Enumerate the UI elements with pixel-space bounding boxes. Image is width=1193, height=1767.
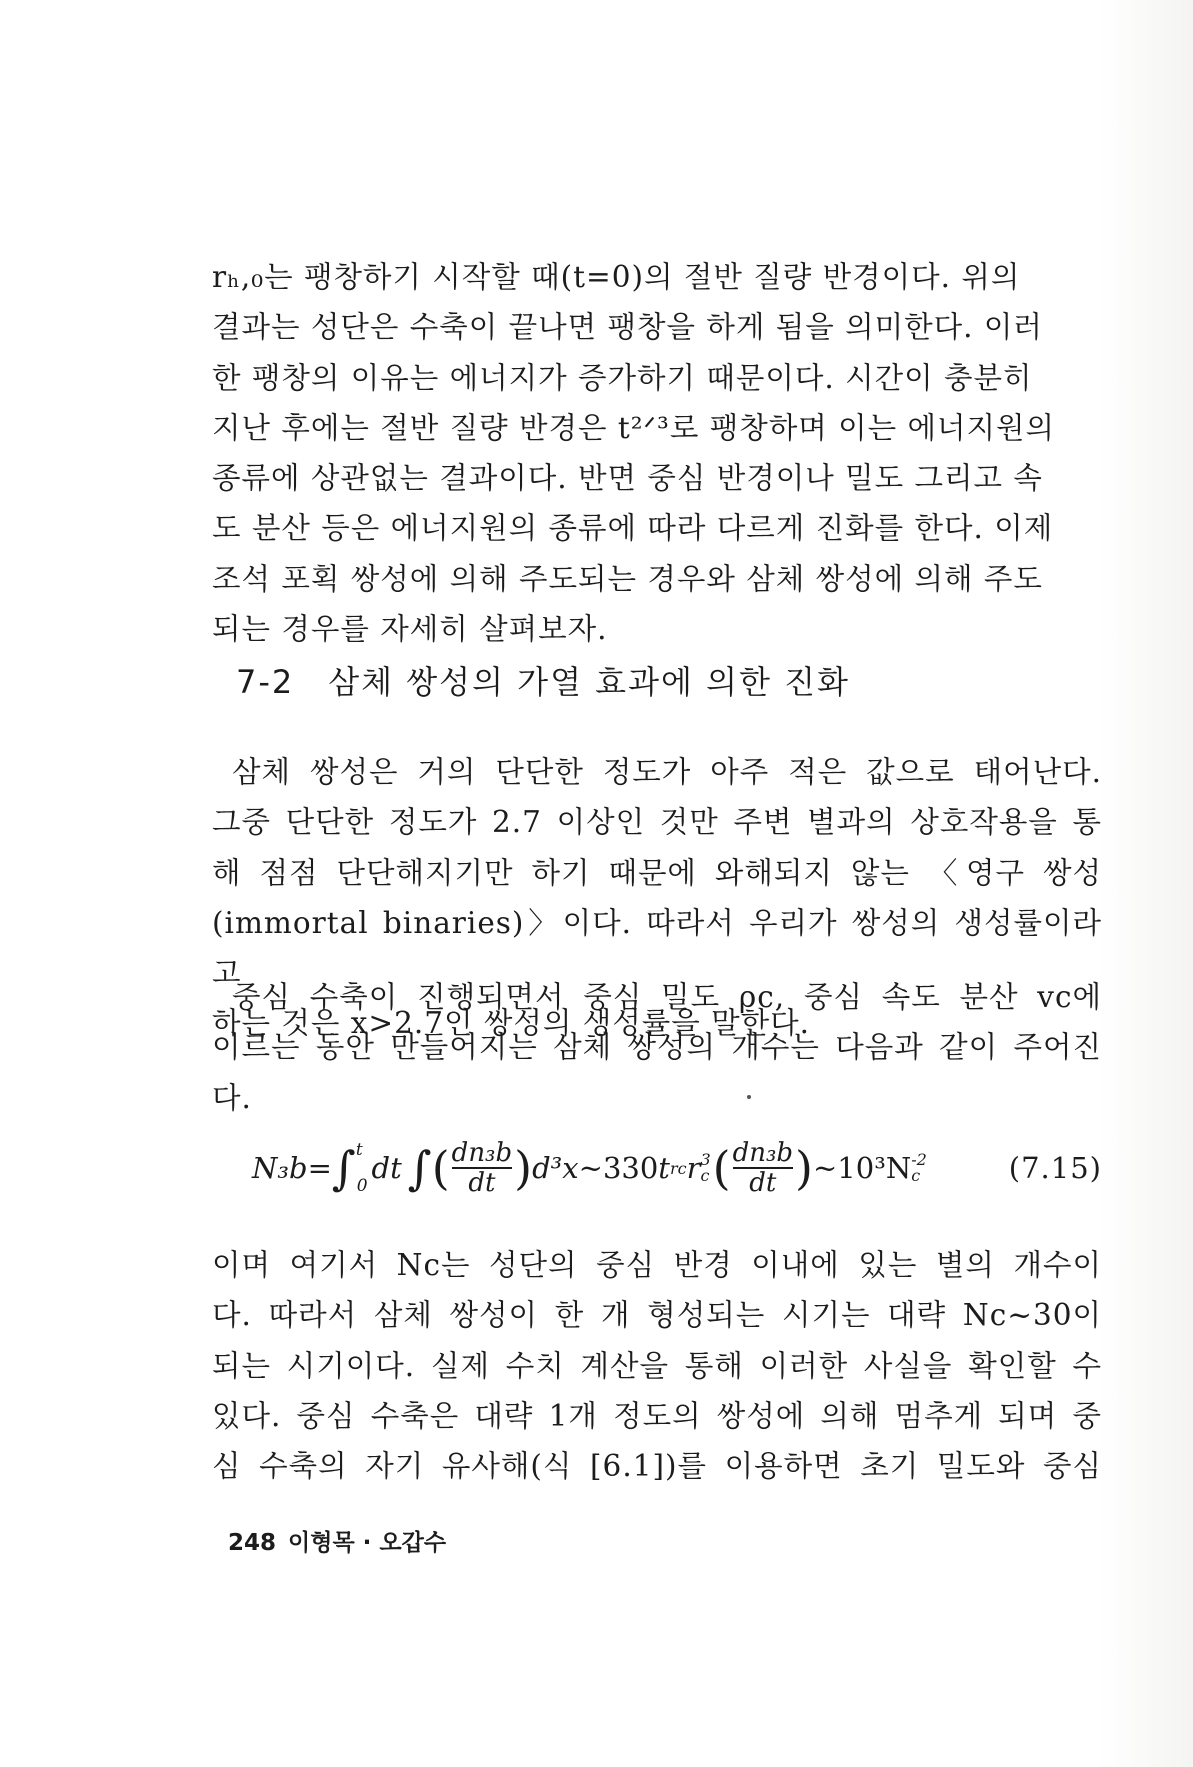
eq-approx-10-cubed: ~10³N — [813, 1151, 912, 1185]
fraction-dn-dt — [452, 1139, 512, 1197]
text-line: 되는 시기이다. 실제 수치 계산을 통해 이러한 사실을 확인할 수 — [212, 1348, 1102, 1383]
left-paren: ( — [431, 1141, 450, 1195]
text-line: 지난 후에는 절반 질량 반경은 t²ᐟ³로 팽창하며 이는 에너지원의 — [212, 410, 1055, 445]
text-line: 결과는 성단은 수축이 끝나면 팽창을 하게 됨을 의미한다. 이러 — [212, 310, 1043, 345]
text-line: 이며 여기서 Nc는 성단의 중심 반경 이내에 있는 별의 개수이 — [212, 1248, 1102, 1282]
text-line: rₕ,₀는 팽창하기 시작할 때(t=0)의 절반 질량 반경이다. 위의 — [212, 260, 1021, 294]
page-edge-shading — [1098, 0, 1193, 1767]
eq-d3x: d³x — [532, 1151, 579, 1185]
eq-rc-scripts — [700, 1152, 710, 1184]
fraction-numerator-2: dn₃b — [732, 1138, 794, 1168]
left-paren-2: ( — [712, 1141, 731, 1195]
text-line: 중심 수축이 진행되면서 중심 밀도 ρc, 중심 속도 분산 vc에 — [232, 980, 1102, 1014]
right-paren-2: ) — [795, 1141, 813, 1195]
eq-nc-subscript: c — [911, 1166, 921, 1185]
section-title: 삼체 쌍성의 가열 효과에 의한 진화 — [328, 663, 850, 701]
paragraph-core-collapse — [212, 972, 1102, 1123]
text-line: 종류에 상관없는 결과이다. 반면 중심 반경이나 밀도 그리고 속 — [212, 461, 1043, 496]
eq-trc-subscript: rc — [669, 1158, 687, 1178]
eq-approx-330: ~330 — [578, 1151, 659, 1185]
text-line: (immortal binaries)〉이다. 따라서 우리가 쌍성의 생성률이라고 — [212, 905, 1102, 991]
text-line: 하는 것은 x>2.7인 쌍성의 생성률을 말한다. — [212, 1006, 810, 1041]
footer-authors: 이형목 · 오갑수 — [288, 1530, 447, 1556]
right-paren: ) — [514, 1141, 533, 1195]
section-heading — [236, 662, 850, 702]
text-line: 한 팽창의 이유는 에너지가 증가하기 때문이다. 시간이 충분히 — [212, 360, 1033, 395]
integral-lower-limit: 0 — [356, 1176, 368, 1196]
eq-trc: t — [658, 1151, 670, 1185]
text-line: 심 수축의 자기 유사해(식 [6.1])를 이용하면 초기 밀도와 중심 — [212, 1449, 1102, 1484]
eq-nc-scripts — [911, 1152, 927, 1184]
fraction-numerator: dn₃b — [451, 1138, 513, 1168]
fraction-denominator-2: dt — [749, 1168, 777, 1198]
eq-rc-superscript: 3 — [700, 1150, 711, 1169]
text-line: 도 분산 등은 에너지원의 종류에 따라 다르게 진화를 한다. 이제 — [212, 511, 1054, 546]
text-line: 다. 따라서 삼체 쌍성이 한 개 형성되는 시기는 대략 Nc~30이 — [212, 1298, 1102, 1333]
integral-sign-inner: ∫ — [407, 1141, 432, 1195]
text-line: 되는 경우를 자세히 살펴보자. — [212, 612, 608, 647]
equation-body — [252, 1128, 927, 1208]
integral-sign-outer: ∫ — [331, 1141, 356, 1195]
eq-equals: = — [307, 1151, 332, 1185]
text-line: 조석 포획 쌍성에 의해 주도되는 경우와 삼체 쌍성에 의해 주도 — [212, 561, 1043, 596]
text-line: 있다. 중심 수축은 대략 1개 정도의 쌍성에 의해 멈추게 되며 중 — [212, 1398, 1102, 1433]
eq-rc-subscript: c — [700, 1166, 710, 1185]
integral-upper-limit: t — [355, 1140, 363, 1160]
intro-paragraph — [212, 252, 1102, 654]
fraction-denominator: dt — [468, 1168, 496, 1198]
text-line: 삼체 쌍성은 거의 단단한 정도가 아주 적은 값으로 태어난다. — [232, 755, 1102, 789]
equation-number: (7.15) — [1008, 1151, 1102, 1185]
eq-rc: r — [686, 1151, 701, 1185]
paragraph-core-radius — [212, 1240, 1102, 1491]
page-number: 248 — [228, 1530, 277, 1556]
text-line: 이르는 동안 만들어지는 삼체 쌍성의 개수는 다음과 같이 주어진 — [212, 1030, 1102, 1065]
eq-lhs: N₃b — [252, 1151, 308, 1185]
eq-nc-superscript: -2 — [911, 1150, 927, 1169]
equation-7-15 — [252, 1128, 1102, 1208]
page-footer — [228, 1528, 446, 1558]
fraction-dn-dt-2 — [733, 1139, 793, 1197]
text-line: 그중 단단한 정도가 2.7 이상인 것만 주변 별과의 상호작용을 통 — [212, 805, 1102, 840]
text-line: 해 점점 단단해지기만 하기 때문에 와해되지 않는 〈영구 쌍성 — [212, 855, 1102, 890]
section-number: 7-2 — [236, 663, 295, 701]
eq-dt: dt — [371, 1151, 402, 1185]
print-speck — [747, 1095, 751, 1099]
text-line: 다. — [212, 1080, 252, 1115]
